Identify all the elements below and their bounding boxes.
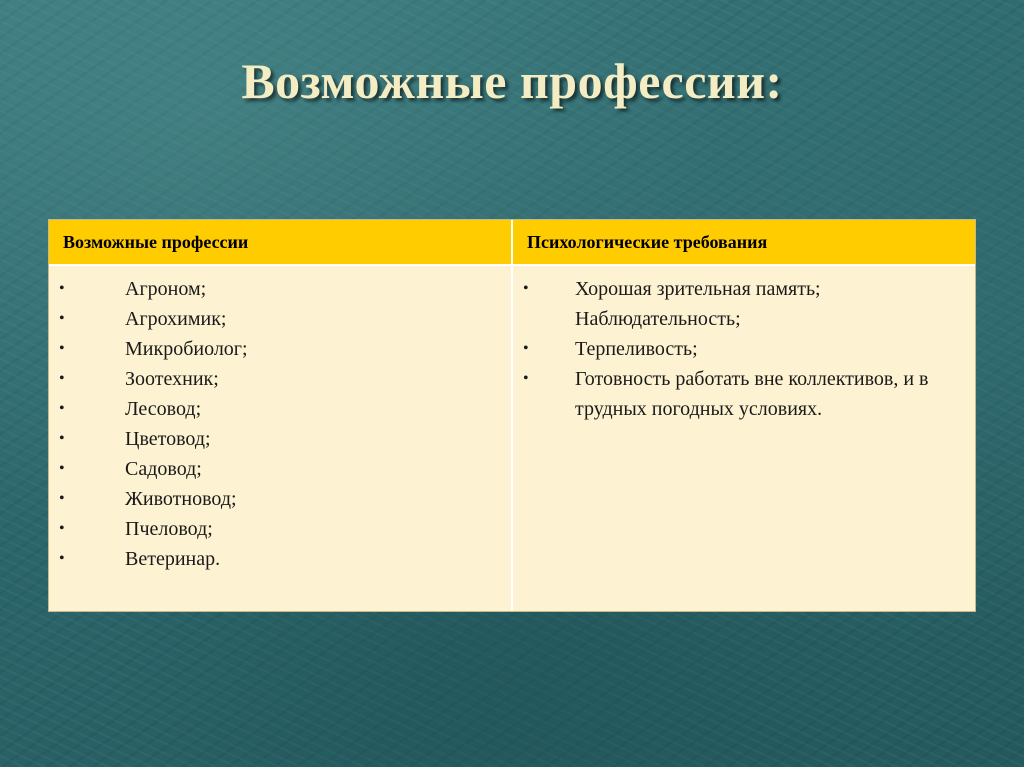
bullet: •: [59, 460, 65, 477]
list-item: [49, 424, 511, 454]
requirements-list: [513, 274, 975, 424]
list-item: [49, 304, 511, 334]
table-body-row: [49, 265, 975, 611]
list-item: [49, 454, 511, 484]
profession-text: Агроном;: [125, 278, 207, 300]
bullet: •: [523, 340, 529, 357]
bullet: •: [59, 280, 65, 297]
bullet: •: [59, 550, 65, 567]
list-item: [513, 364, 975, 424]
bullet: •: [59, 520, 65, 537]
bullet: •: [523, 370, 529, 387]
profession-text: Садовод;: [125, 458, 202, 480]
bullet: •: [59, 400, 65, 417]
requirement-text: Хорошая зрительная память; Наблюдательность;: [575, 278, 821, 330]
bullet: •: [523, 280, 529, 297]
bullet: •: [59, 490, 65, 507]
profession-text: Лесовод;: [125, 398, 202, 420]
list-item: [49, 394, 511, 424]
profession-text: Пчеловод;: [125, 518, 213, 540]
list-item: [49, 274, 511, 304]
professions-table: [48, 219, 976, 612]
bullet: •: [59, 310, 65, 327]
bullet: •: [59, 370, 65, 387]
list-item: [49, 544, 511, 574]
list-item: [49, 514, 511, 544]
list-item: [513, 334, 975, 364]
profession-text: Животновод;: [125, 488, 237, 510]
profession-text: Ветеринар.: [125, 548, 221, 570]
bullet: •: [59, 340, 65, 357]
list-item: [49, 334, 511, 364]
list-item: [49, 364, 511, 394]
slide-title: Возможные профессии:: [241, 53, 783, 109]
professions-list: [49, 274, 511, 574]
profession-text: Агрохимик;: [125, 308, 227, 330]
header-professions: Возможные профессии: [49, 220, 512, 265]
requirement-text: Готовность работать вне коллективов, и в трудных погодных условиях.: [575, 368, 929, 420]
requirement-text: Терпеливость;: [575, 338, 698, 360]
table-header-row: [49, 220, 975, 265]
table: [49, 220, 975, 611]
profession-text: Зоотехник;: [125, 368, 219, 390]
profession-text: Микробиолог;: [125, 338, 248, 360]
bullet: •: [59, 430, 65, 447]
header-requirements: Психологические требования: [512, 220, 975, 265]
list-item: [49, 484, 511, 514]
profession-text: Цветовод;: [125, 428, 211, 450]
professions-cell: [49, 265, 512, 611]
requirements-cell: [512, 265, 975, 611]
list-item: [513, 274, 975, 334]
